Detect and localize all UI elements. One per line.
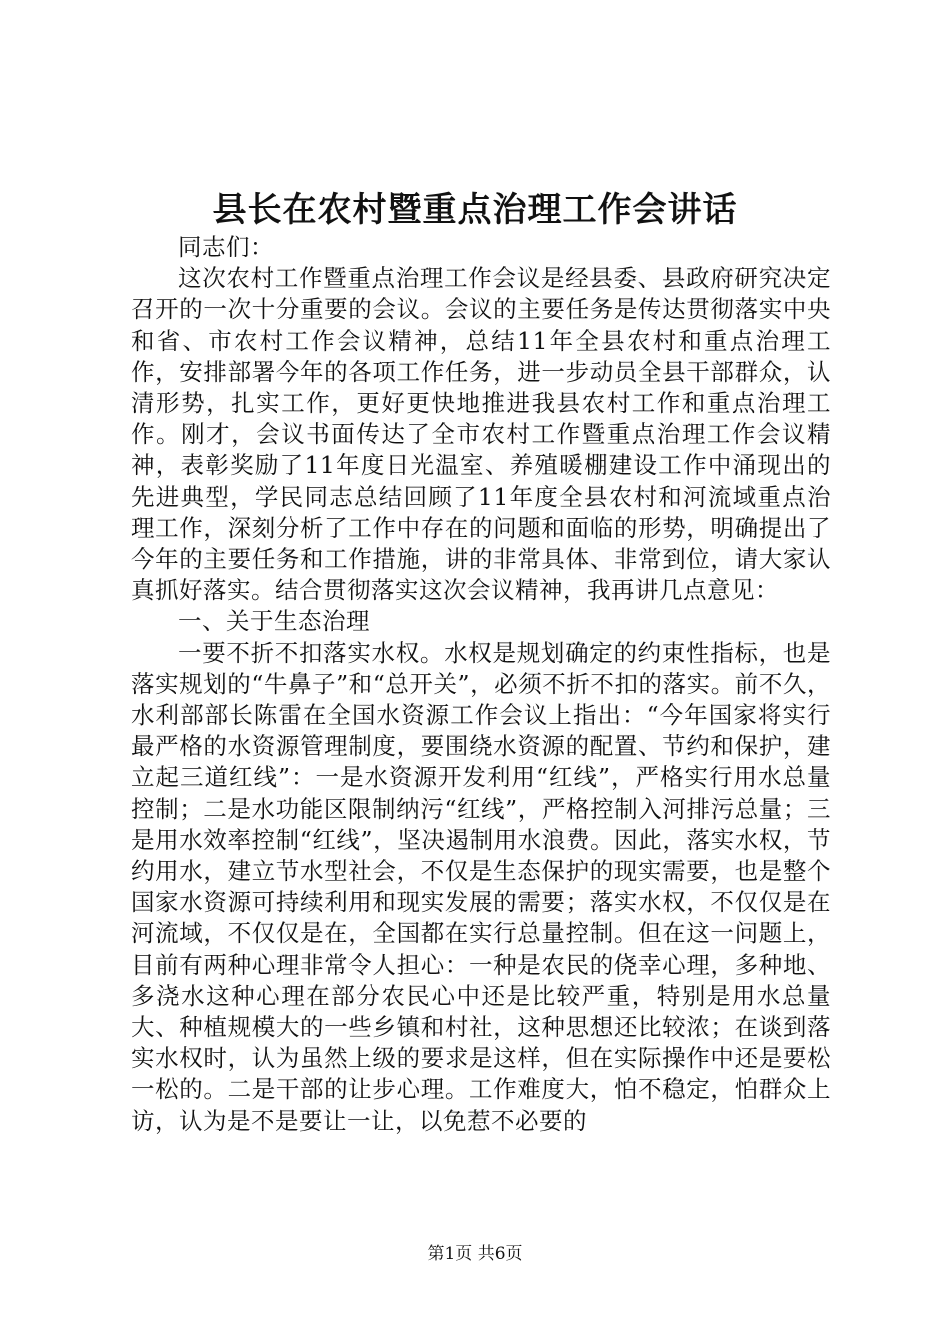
intro-paragraph: 这次农村工作暨重点治理工作会议是经县委、县政府研究决定召开的一次十分重要的会议。会议的主要任务是传达贯彻落实中央和省、市农村工作会议精神，总结11年全县农村和重点治理工作，安排部署今年的各项工作任务，进一步动员全县干部群众，认清形势，扎实工作，更好更快地推进我县农村工作和重点治理工作。刚才，会议书面传达了全市农村工作暨重点治理工作会议精神，表彰奖励了11年度日光温室、养殖暖棚建设工作中涌现出的先进典型，学民同志总结回顾了11年度全县农村和河流域重点治理工作，深刻分析了工作中存在的问题和面临的形势，明确提出了今年的主要任务和工作措施，讲的非常具体、非常到位，请大家认真抓好落实。结合贯彻落实这次会议精神，我再讲几点意见： [131, 264, 831, 605]
document-title: 县长在农村暨重点治理工作会讲话 [212, 190, 738, 230]
water-rights-paragraph: 一要不折不扣落实水权。水权是规划确定的约束性指标，也是落实规划的“牛鼻子”和“总开关”，必须不折不扣的落实。前不久，水利部部长陈雷在全国水资源工作会议上指出：“今年国家将实行最严格的水资源管理制度，要围绕水资源的配置、节约和保护，建立起三道红线”：一是水资源开发利用“红线”，严格实行用水总量控制；二是水功能区限制纳污“红线”，严格控制入河排污总量；三是用水效率控制“红线”，坚决遏制用水浪费。因此，落实水权，节约用水，建立节水型社会，不仅是生态保护的现实需要，也是整个国家水资源可持续利用和现实发展的需要；落实水权，不仅仅是在河流域，不仅仅是在，全国都在实行总量控制。但在这一问题上，目前有两种心理非常令人担心：一种是农民的侥幸心理，多种地、多浇水这种心理在部分农民心中还是比较严重，特别是用水总量大、种植规模大的一些乡镇和村社，这种思想还比较浓；在谈到落实水权时，认为虽然上级的要求是这样，但在实际操作中还是要松一松的。二是干部的让步心理。工作难度大，怕不稳定，怕群众上访，认为是不是要让一让，以免惹不必要的 [131, 638, 831, 1135]
section-heading: 一、关于生态治理 [178, 607, 370, 636]
page-footer: 第1页 共6页 [427, 1244, 523, 1264]
salutation-paragraph: 同志们： [178, 233, 274, 261]
document-body [131, 232, 831, 1137]
